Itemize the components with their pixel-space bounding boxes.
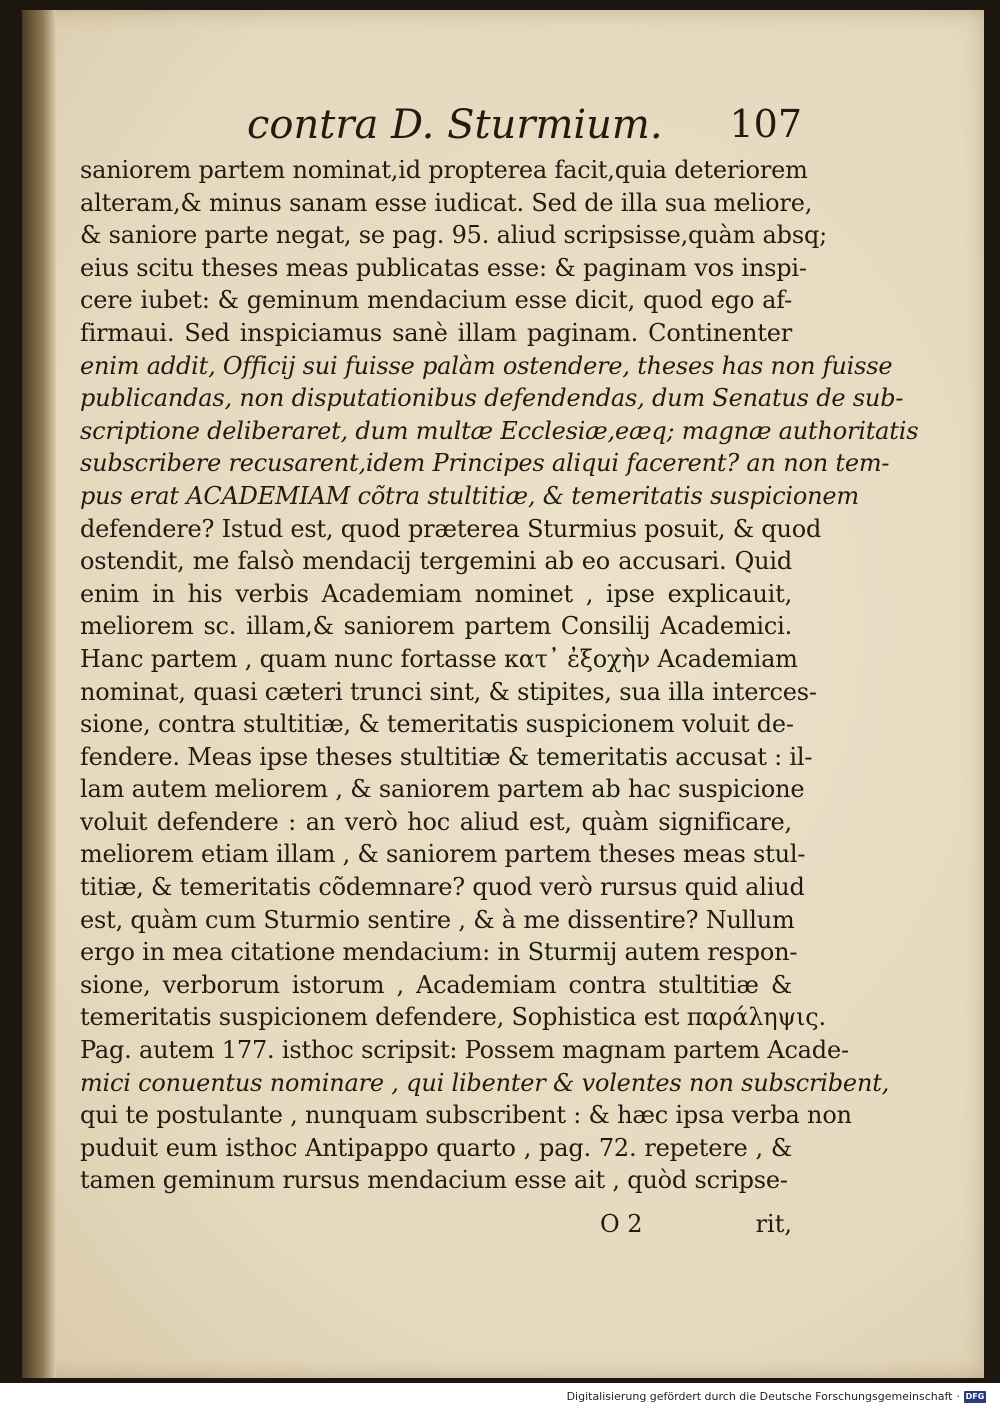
page-number: 107 — [729, 102, 802, 146]
text-line: tamen geminum rursus mendacium esse ait , quòd scripse- — [80, 1166, 788, 1195]
text-line: est, quàm cum Sturmio sentire , & à me dissentire? Nullum — [80, 905, 795, 934]
text-line: lam autem meliorem , & saniorem partem ab hac suspicione — [80, 775, 805, 804]
text-line: pus erat ACADEMIAM cõtra stultitiæ, & temeritatis suspicionem — [80, 481, 859, 510]
text-line: voluit defendere : an verò hoc aliud est, quàm significare, — [80, 807, 792, 836]
text-line: puduit eum isthoc Antipappo quarto , pag. 72. repetere , & — [80, 1133, 792, 1162]
text-line: nominat, quasi cæteri trunci sint, & stipites, sua illa interces- — [80, 677, 817, 706]
running-head: contra D. Sturmium. — [247, 102, 663, 148]
text-line: enim in his verbis Academiam nominet , ipse explicauit, — [80, 579, 792, 608]
text-line: enim addit, Officij sui fuisse palàm ostendere, theses has non fuisse — [80, 351, 893, 380]
text-line: & saniore parte negat, se pag. 95. aliud scripsisse,quàm absq; — [80, 221, 827, 250]
text-line: ostendit, me falsò mendacij tergemini ab eo accusari. Quid — [80, 547, 792, 576]
text-line: publicandas, non disputationibus defendendas, dum Senatus de sub- — [80, 384, 904, 413]
book-page — [22, 10, 984, 1378]
text-line: cere iubet: & geminum mendacium esse dicit, quod ego af- — [80, 286, 792, 315]
funding-credit: Digitalisierung gefördert durch die Deutsche Forschungsgemeinschaft — [566, 1390, 953, 1403]
catchword: rit, — [755, 1210, 792, 1238]
text-line: alteram,& minus sanam esse iudicat. Sed de illa sua meliore, — [80, 188, 813, 217]
text-line: temeritatis suspicionem defendere, Sophistica est παράληψις. — [80, 1003, 826, 1032]
text-line: eius scitu theses meas publicatas esse: & paginam vos inspi- — [80, 253, 807, 282]
text-line: firmaui. Sed inspiciamus sanè illam paginam. Continenter — [80, 318, 792, 347]
text-line: sione, verborum istorum , Academiam contra stultitiæ & — [80, 970, 792, 999]
page-header — [122, 102, 802, 150]
text-line: Hanc partem , quam nunc fortasse κατ᾽ ἐξοχὴν Academiam — [80, 644, 798, 673]
text-line: defendere? Istud est, quod præterea Sturmius posuit, & quod — [80, 514, 822, 543]
text-line: mici conuentus nominare , qui libenter & volentes non subscribent, — [80, 1068, 890, 1097]
page-foot — [582, 1210, 792, 1244]
digitization-footer: Digitalisierung gefördert durch die Deutsche Forschungsgemeinschaft · DFG — [566, 1390, 985, 1403]
text-line: meliorem etiam illam , & saniorem partem theses meas stul- — [80, 840, 806, 869]
dfg-logo-icon: DFG — [965, 1391, 985, 1401]
text-line: qui te postulante , nunquam subscribent : & hæc ipsa verba non — [80, 1101, 852, 1130]
text-line: scriptione deliberaret, dum multæ Ecclesiæ,eæq; magnæ authoritatis — [80, 416, 919, 445]
signature-mark: O 2 — [600, 1210, 643, 1238]
text-line: Pag. autem 177. isthoc scripsit: Possem magnam partem Acade- — [80, 1036, 849, 1065]
text-line: saniorem partem nominat,id propterea facit,quia deteriorem — [80, 156, 808, 184]
body-text — [80, 154, 919, 1197]
page-gutter — [22, 10, 56, 1378]
text-line: fendere. Meas ipse theses stultitiæ & temeritatis accusat : il- — [80, 742, 813, 771]
text-line: ergo in mea citatione mendacium: in Sturmij autem respon- — [80, 938, 798, 967]
text-line: titiæ, & temeritatis cõdemnare? quod verò rursus quid aliud — [80, 873, 805, 902]
text-line: sione, contra stultitiæ, & temeritatis suspicionem voluit de- — [80, 710, 794, 739]
text-line: subscribere recusarent,idem Principes aliqui facerent? an non tem- — [80, 449, 890, 478]
text-line: meliorem sc. illam,& saniorem partem Consilij Academici. — [80, 612, 792, 641]
